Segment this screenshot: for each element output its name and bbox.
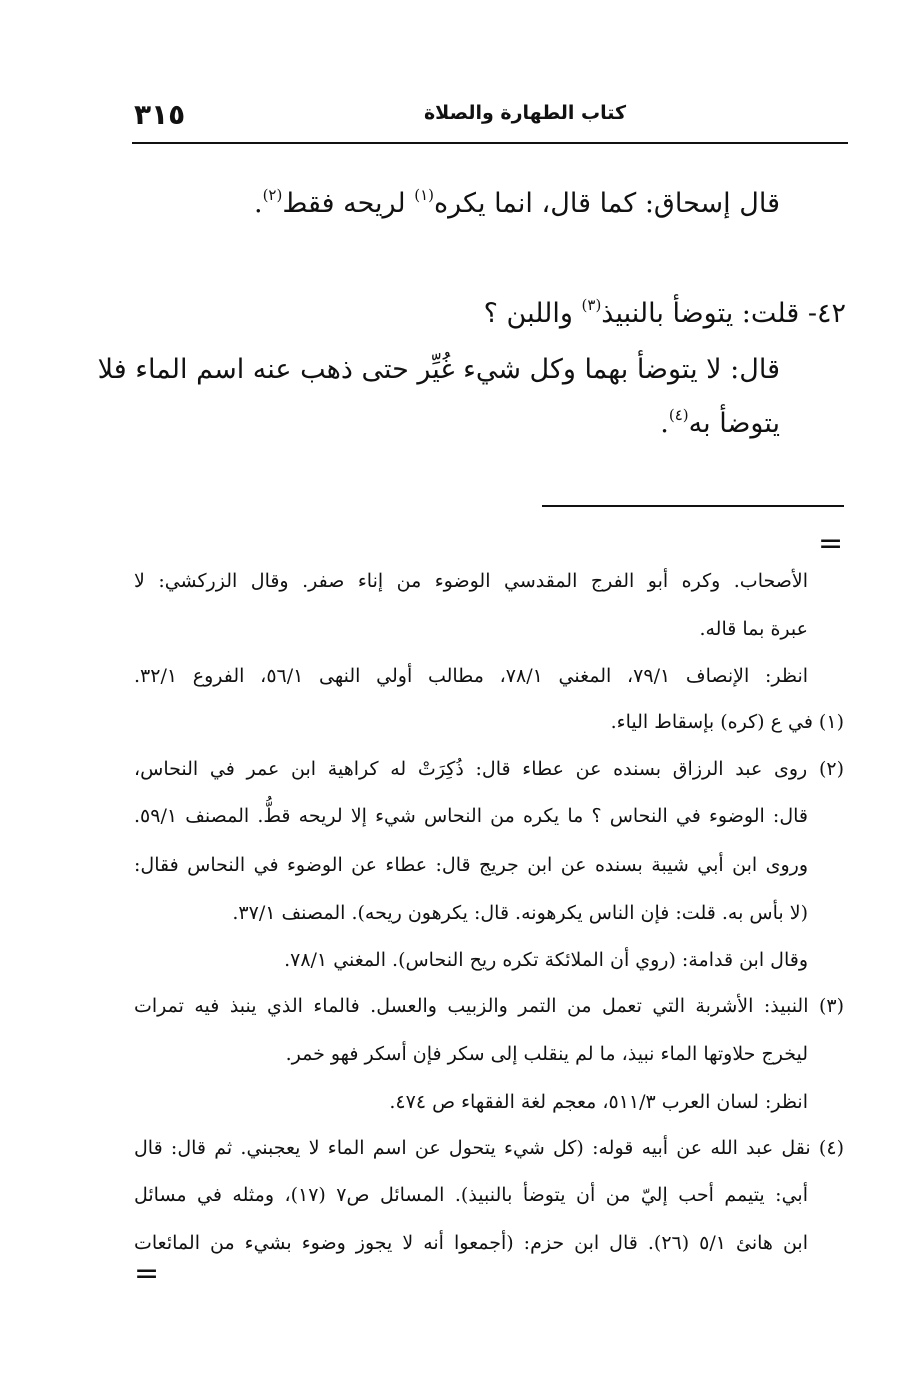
footnote-ref-4: (٤): [668, 406, 689, 424]
page-number: ٣١٥: [134, 98, 186, 131]
page-header: [132, 96, 848, 140]
footnote-ref-1: (١): [414, 186, 435, 204]
question-text: واللبن ؟: [483, 298, 582, 329]
running-title: كتاب الطهارة والصلاة: [423, 102, 627, 124]
footnote-continuation-line: الأصحاب. وكره أبو الفرج المقدسي الوضوء من إناء صفر. وقال الزركشي: لا: [134, 570, 808, 592]
footnote-2-line: (لا بأس به. قلت: فإن الناس يكرهونه. قال: يكرهون ريحه). المصنف ٣٧/١.: [232, 902, 808, 924]
header-rule: [132, 142, 848, 144]
footnote-4-line: ابن هانئ ٥/١ (٢٦). قال ابن حزم: (أجمعوا أنه لا يجوز وضوء بشيء من المائعات: [134, 1232, 808, 1254]
footnote-separator: [542, 505, 844, 507]
question-line: [484, 298, 846, 327]
footnote-4-line: أبي: يتيمم أحب إليّ من أن يتوضأ بالنبيذ). المسائل ص٧ (١٧)، ومثله في مسائل: [134, 1184, 808, 1206]
footnote-4-line: (٤) نقل عبد الله عن أبيه قوله: (كل شيء يتحول عن اسم الماء لا يعجبني. ثم قال: قال: [134, 1137, 844, 1159]
footnote-3-line: انظر: لسان العرب ٥١١/٣، معجم لغة الفقهاء ص ٤٧٤.: [389, 1091, 808, 1113]
main-text-line-1: [254, 188, 780, 217]
continued-mark: =: [134, 1256, 160, 1291]
answer-line-2: [660, 408, 780, 437]
footnote-2-line: (٢) روى عبد الرزاق بسنده عن عطاء قال: ذُكِرَتْ له كراهية ابن عمر في النحاس،: [134, 758, 844, 780]
footnote-ref-2: (٢): [262, 186, 283, 204]
question-text: قلت: يتوضأ بالنبيذ: [601, 298, 800, 329]
footnote-continuation-line: عبرة بما قاله.: [699, 618, 808, 640]
main-text: لريحه فقط: [282, 188, 415, 219]
footnote-3-line: (٣) النبيذ: الأشربة التي تعمل من التمر والزبيب والعسل. فالماء الذي ينبذ فيه تمرات: [134, 995, 844, 1017]
punctuation: .: [660, 408, 669, 439]
footnote-2-line: وقال ابن قدامة: (روي أن الملائكة تكره ريح النحاس). المغني ٧٨/١.: [284, 949, 808, 971]
continuation-mark: =: [818, 526, 844, 561]
punctuation: .: [253, 188, 263, 219]
footnote-1: (١) في ع (كره) بإسقاط الياء.: [610, 711, 844, 733]
footnote-continuation-line: انظر: الإنصاف ٧٩/١، المغني ٧٨/١، مطالب أولي النهى ٥٦/١، الفروع ٣٢/١.: [134, 665, 809, 687]
question-number: ٤٢-: [799, 298, 846, 329]
footnote-ref-3: (٣): [581, 296, 602, 314]
main-text: قال إسحاق: كما قال، انما يكره: [434, 188, 780, 219]
answer-text: يتوضأ به: [688, 408, 780, 439]
footnote-2-line: قال: الوضوء في النحاس ؟ ما يكره من النحاس شيء إلا لريحه قطُّ. المصنف ٥٩/١.: [134, 805, 808, 827]
footnote-3-line: ليخرج حلاوتها الماء نبيذ، ما لم ينقلب إلى سكر فإن أسكر فهو خمر.: [285, 1043, 808, 1065]
footnote-2-line: وروى ابن أبي شيبة بسنده عن ابن جريج قال: عطاء عن الوضوء في النحاس فقال:: [134, 854, 808, 876]
answer-line-1: قال: لا يتوضأ بهما وكل شيء غُيِّر حتى ذهب عنه اسم الماء فلا: [97, 354, 780, 385]
